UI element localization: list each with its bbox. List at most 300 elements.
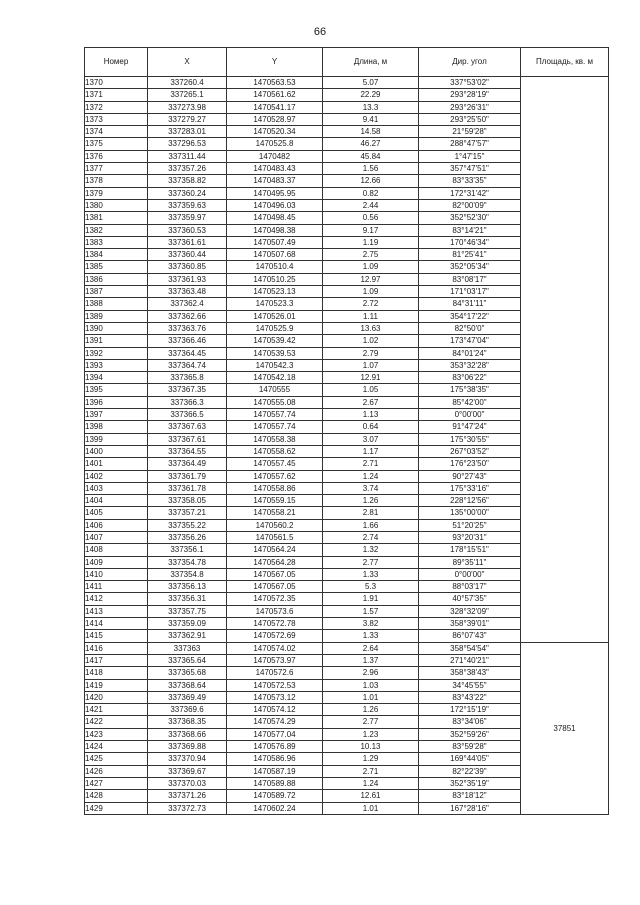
x-coordinate: 337365.64 xyxy=(148,654,227,666)
length: 0.64 xyxy=(323,421,419,433)
y-coordinate: 1470563.53 xyxy=(227,77,323,89)
x-coordinate: 337365.68 xyxy=(148,667,227,679)
point-number: 1404 xyxy=(85,495,148,507)
x-coordinate: 337356.31 xyxy=(148,593,227,605)
y-coordinate: 1470589.88 xyxy=(227,777,323,789)
area-value: 37851 xyxy=(521,642,609,814)
y-coordinate: 1470539.42 xyxy=(227,335,323,347)
direction-angle: 358°39'01" xyxy=(419,618,521,630)
point-number: 1421 xyxy=(85,704,148,716)
point-number: 1384 xyxy=(85,249,148,261)
x-coordinate: 337370.03 xyxy=(148,777,227,789)
direction-angle: 93°20'31" xyxy=(419,531,521,543)
length: 14.58 xyxy=(323,126,419,138)
direction-angle: 293°28'19" xyxy=(419,89,521,101)
length: 2.71 xyxy=(323,765,419,777)
length: 0.56 xyxy=(323,212,419,224)
x-coordinate: 337354.8 xyxy=(148,568,227,580)
length: 10.13 xyxy=(323,741,419,753)
length: 1.09 xyxy=(323,261,419,273)
length: 1.56 xyxy=(323,163,419,175)
length: 45.84 xyxy=(323,150,419,162)
length: 3.82 xyxy=(323,618,419,630)
direction-angle: 358°38'43" xyxy=(419,667,521,679)
direction-angle: 83°34'06" xyxy=(419,716,521,728)
direction-angle: 171°03'17" xyxy=(419,286,521,298)
point-number: 1406 xyxy=(85,519,148,531)
direction-angle: 352°05'34" xyxy=(419,261,521,273)
direction-angle: 51°20'25" xyxy=(419,519,521,531)
x-coordinate: 337367.63 xyxy=(148,421,227,433)
direction-angle: 82°00'09" xyxy=(419,199,521,211)
point-number: 1415 xyxy=(85,630,148,642)
direction-angle: 172°15'19" xyxy=(419,704,521,716)
point-number: 1387 xyxy=(85,286,148,298)
point-number: 1373 xyxy=(85,113,148,125)
x-coordinate: 337363.48 xyxy=(148,286,227,298)
length: 2.71 xyxy=(323,458,419,470)
x-coordinate: 337357.21 xyxy=(148,507,227,519)
x-coordinate: 337362.91 xyxy=(148,630,227,642)
y-coordinate: 1470602.24 xyxy=(227,802,323,814)
direction-angle: 85°42'00" xyxy=(419,396,521,408)
x-coordinate: 337358.82 xyxy=(148,175,227,187)
length: 2.67 xyxy=(323,396,419,408)
direction-angle: 172°31'42" xyxy=(419,187,521,199)
point-number: 1372 xyxy=(85,101,148,113)
point-number: 1410 xyxy=(85,568,148,580)
x-coordinate: 337354.78 xyxy=(148,556,227,568)
x-coordinate: 337363 xyxy=(148,642,227,654)
length: 46.27 xyxy=(323,138,419,150)
length: 3.07 xyxy=(323,433,419,445)
direction-angle: 0°00'00" xyxy=(419,568,521,580)
length: 13.63 xyxy=(323,322,419,334)
point-number: 1411 xyxy=(85,581,148,593)
y-coordinate: 1470528.97 xyxy=(227,113,323,125)
x-coordinate: 337371.26 xyxy=(148,790,227,802)
direction-angle: 293°25'50" xyxy=(419,113,521,125)
x-coordinate: 337362.4 xyxy=(148,298,227,310)
y-coordinate: 1470557.62 xyxy=(227,470,323,482)
length: 12.97 xyxy=(323,273,419,285)
length: 1.29 xyxy=(323,753,419,765)
x-coordinate: 337367.61 xyxy=(148,433,227,445)
point-number: 1374 xyxy=(85,126,148,138)
direction-angle: 328°32'09" xyxy=(419,605,521,617)
length: 2.74 xyxy=(323,531,419,543)
direction-angle: 173°47'04" xyxy=(419,335,521,347)
point-number: 1383 xyxy=(85,236,148,248)
point-number: 1395 xyxy=(85,384,148,396)
x-coordinate: 337361.93 xyxy=(148,273,227,285)
point-number: 1393 xyxy=(85,359,148,371)
length: 2.44 xyxy=(323,199,419,211)
length: 1.24 xyxy=(323,470,419,482)
x-coordinate: 337359.09 xyxy=(148,618,227,630)
direction-angle: 88°03'17" xyxy=(419,581,521,593)
x-coordinate: 337356.26 xyxy=(148,531,227,543)
x-coordinate: 337372.73 xyxy=(148,802,227,814)
y-coordinate: 1470496.03 xyxy=(227,199,323,211)
point-number: 1376 xyxy=(85,150,148,162)
point-number: 1394 xyxy=(85,372,148,384)
y-coordinate: 1470523.13 xyxy=(227,286,323,298)
length: 1.01 xyxy=(323,802,419,814)
y-coordinate: 1470572.35 xyxy=(227,593,323,605)
x-coordinate: 337360.53 xyxy=(148,224,227,236)
page-number: 66 xyxy=(313,26,327,38)
x-coordinate: 337360.44 xyxy=(148,249,227,261)
y-coordinate: 1470564.24 xyxy=(227,544,323,556)
x-coordinate: 337311.44 xyxy=(148,150,227,162)
point-number: 1378 xyxy=(85,175,148,187)
y-coordinate: 1470574.29 xyxy=(227,716,323,728)
direction-angle: 84°01'24" xyxy=(419,347,521,359)
point-number: 1385 xyxy=(85,261,148,273)
point-number: 1418 xyxy=(85,667,148,679)
point-number: 1390 xyxy=(85,322,148,334)
x-coordinate: 337365.8 xyxy=(148,372,227,384)
x-coordinate: 337357.75 xyxy=(148,605,227,617)
direction-angle: 91°47'24" xyxy=(419,421,521,433)
direction-angle: 337°53'02" xyxy=(419,77,521,89)
header-row xyxy=(85,48,609,77)
point-number: 1401 xyxy=(85,458,148,470)
direction-angle: 83°43'22" xyxy=(419,691,521,703)
point-number: 1382 xyxy=(85,224,148,236)
x-coordinate: 337369.88 xyxy=(148,741,227,753)
header-length: Длина, м xyxy=(323,48,419,77)
length: 1.32 xyxy=(323,544,419,556)
point-number: 1392 xyxy=(85,347,148,359)
point-number: 1400 xyxy=(85,445,148,457)
length: 1.66 xyxy=(323,519,419,531)
length: 12.66 xyxy=(323,175,419,187)
x-coordinate: 337273.98 xyxy=(148,101,227,113)
y-coordinate: 1470572.53 xyxy=(227,679,323,691)
length: 1.24 xyxy=(323,777,419,789)
direction-angle: 175°38'35" xyxy=(419,384,521,396)
point-number: 1425 xyxy=(85,753,148,765)
point-number: 1419 xyxy=(85,679,148,691)
area-cell-empty xyxy=(521,77,609,643)
length: 1.19 xyxy=(323,236,419,248)
y-coordinate: 1470526.01 xyxy=(227,310,323,322)
point-number: 1397 xyxy=(85,409,148,421)
length: 9.17 xyxy=(323,224,419,236)
y-coordinate: 1470523.3 xyxy=(227,298,323,310)
x-coordinate: 337362.66 xyxy=(148,310,227,322)
x-coordinate: 337364.49 xyxy=(148,458,227,470)
y-coordinate: 1470482 xyxy=(227,150,323,162)
table-row xyxy=(85,642,609,654)
direction-angle: 83°14'21" xyxy=(419,224,521,236)
direction-angle: 83°59'28" xyxy=(419,741,521,753)
x-coordinate: 337356.13 xyxy=(148,581,227,593)
direction-angle: 81°25'41" xyxy=(419,249,521,261)
direction-angle: 267°03'52" xyxy=(419,445,521,457)
x-coordinate: 337283.01 xyxy=(148,126,227,138)
direction-angle: 86°07'43" xyxy=(419,630,521,642)
length: 1.33 xyxy=(323,568,419,580)
y-coordinate: 1470560.2 xyxy=(227,519,323,531)
point-number: 1417 xyxy=(85,654,148,666)
header-area: Площадь, кв. м xyxy=(521,48,609,77)
direction-angle: 89°35'11" xyxy=(419,556,521,568)
length: 1.33 xyxy=(323,630,419,642)
x-coordinate: 337366.3 xyxy=(148,396,227,408)
point-number: 1379 xyxy=(85,187,148,199)
length: 2.77 xyxy=(323,556,419,568)
length: 1.26 xyxy=(323,704,419,716)
y-coordinate: 1470555.08 xyxy=(227,396,323,408)
y-coordinate: 1470525.8 xyxy=(227,138,323,150)
direction-angle: 83°08'17" xyxy=(419,273,521,285)
direction-angle: 354°17'22" xyxy=(419,310,521,322)
x-coordinate: 337368.35 xyxy=(148,716,227,728)
point-number: 1375 xyxy=(85,138,148,150)
direction-angle: 169°44'05" xyxy=(419,753,521,765)
point-number: 1389 xyxy=(85,310,148,322)
length: 1.17 xyxy=(323,445,419,457)
point-number: 1405 xyxy=(85,507,148,519)
length: 1.07 xyxy=(323,359,419,371)
direction-angle: 175°33'16" xyxy=(419,482,521,494)
point-number: 1408 xyxy=(85,544,148,556)
direction-angle: 271°40'21" xyxy=(419,654,521,666)
length: 2.72 xyxy=(323,298,419,310)
point-number: 1429 xyxy=(85,802,148,814)
length: 2.77 xyxy=(323,716,419,728)
length: 3.74 xyxy=(323,482,419,494)
x-coordinate: 337357.26 xyxy=(148,163,227,175)
y-coordinate: 1470573.97 xyxy=(227,654,323,666)
x-coordinate: 337265.1 xyxy=(148,89,227,101)
point-number: 1380 xyxy=(85,199,148,211)
x-coordinate: 337361.78 xyxy=(148,482,227,494)
y-coordinate: 1470561.5 xyxy=(227,531,323,543)
x-coordinate: 337364.74 xyxy=(148,359,227,371)
direction-angle: 352°52'30" xyxy=(419,212,521,224)
point-number: 1412 xyxy=(85,593,148,605)
direction-angle: 293°26'31" xyxy=(419,101,521,113)
direction-angle: 135°00'00" xyxy=(419,507,521,519)
point-number: 1426 xyxy=(85,765,148,777)
length: 2.75 xyxy=(323,249,419,261)
point-number: 1423 xyxy=(85,728,148,740)
direction-angle: 176°23'50" xyxy=(419,458,521,470)
y-coordinate: 1470572.78 xyxy=(227,618,323,630)
point-number: 1398 xyxy=(85,421,148,433)
direction-angle: 82°22'39" xyxy=(419,765,521,777)
length: 2.96 xyxy=(323,667,419,679)
length: 1.91 xyxy=(323,593,419,605)
point-number: 1396 xyxy=(85,396,148,408)
x-coordinate: 337279.27 xyxy=(148,113,227,125)
y-coordinate: 1470539.53 xyxy=(227,347,323,359)
x-coordinate: 337368.64 xyxy=(148,679,227,691)
point-number: 1381 xyxy=(85,212,148,224)
x-coordinate: 337366.46 xyxy=(148,335,227,347)
length: 5.3 xyxy=(323,581,419,593)
point-number: 1413 xyxy=(85,605,148,617)
length: 1.23 xyxy=(323,728,419,740)
y-coordinate: 1470483.37 xyxy=(227,175,323,187)
x-coordinate: 337355.22 xyxy=(148,519,227,531)
point-number: 1399 xyxy=(85,433,148,445)
y-coordinate: 1470572.6 xyxy=(227,667,323,679)
direction-angle: 90°27'43" xyxy=(419,470,521,482)
y-coordinate: 1470557.74 xyxy=(227,409,323,421)
point-number: 1427 xyxy=(85,777,148,789)
point-number: 1391 xyxy=(85,335,148,347)
header-number: Номер xyxy=(85,48,148,77)
length: 1.03 xyxy=(323,679,419,691)
length: 0.82 xyxy=(323,187,419,199)
point-number: 1370 xyxy=(85,77,148,89)
y-coordinate: 1470574.12 xyxy=(227,704,323,716)
y-coordinate: 1470567.05 xyxy=(227,568,323,580)
x-coordinate: 337361.61 xyxy=(148,236,227,248)
y-coordinate: 1470498.38 xyxy=(227,224,323,236)
length: 1.11 xyxy=(323,310,419,322)
length: 22.29 xyxy=(323,89,419,101)
y-coordinate: 1470557.45 xyxy=(227,458,323,470)
length: 1.26 xyxy=(323,495,419,507)
length: 1.05 xyxy=(323,384,419,396)
x-coordinate: 337360.24 xyxy=(148,187,227,199)
y-coordinate: 1470576.89 xyxy=(227,741,323,753)
x-coordinate: 337363.76 xyxy=(148,322,227,334)
y-coordinate: 1470507.68 xyxy=(227,249,323,261)
x-coordinate: 337366.5 xyxy=(148,409,227,421)
direction-angle: 83°33'35" xyxy=(419,175,521,187)
y-coordinate: 1470589.72 xyxy=(227,790,323,802)
table-row xyxy=(85,77,609,89)
x-coordinate: 337369.67 xyxy=(148,765,227,777)
direction-angle: 357°47'51" xyxy=(419,163,521,175)
y-coordinate: 1470558.21 xyxy=(227,507,323,519)
length: 1.09 xyxy=(323,286,419,298)
length: 13.3 xyxy=(323,101,419,113)
x-coordinate: 337367.35 xyxy=(148,384,227,396)
x-coordinate: 337359.63 xyxy=(148,199,227,211)
y-coordinate: 1470577.04 xyxy=(227,728,323,740)
length: 1.02 xyxy=(323,335,419,347)
x-coordinate: 337364.45 xyxy=(148,347,227,359)
direction-angle: 0°00'00" xyxy=(419,409,521,421)
x-coordinate: 337260.4 xyxy=(148,77,227,89)
y-coordinate: 1470558.86 xyxy=(227,482,323,494)
point-number: 1386 xyxy=(85,273,148,285)
y-coordinate: 1470542.18 xyxy=(227,372,323,384)
y-coordinate: 1470559.15 xyxy=(227,495,323,507)
point-number: 1407 xyxy=(85,531,148,543)
direction-angle: 82°50'0" xyxy=(419,322,521,334)
y-coordinate: 1470541.17 xyxy=(227,101,323,113)
direction-angle: 167°28'16" xyxy=(419,802,521,814)
x-coordinate: 337369.49 xyxy=(148,691,227,703)
x-coordinate: 337360.85 xyxy=(148,261,227,273)
direction-angle: 353°32'28" xyxy=(419,359,521,371)
x-coordinate: 337361.79 xyxy=(148,470,227,482)
y-coordinate: 1470483.43 xyxy=(227,163,323,175)
point-number: 1371 xyxy=(85,89,148,101)
point-number: 1409 xyxy=(85,556,148,568)
direction-angle: 21°59'28" xyxy=(419,126,521,138)
length: 12.61 xyxy=(323,790,419,802)
header-direction-angle: Дир. угол xyxy=(419,48,521,77)
direction-angle: 358°54'54" xyxy=(419,642,521,654)
length: 2.81 xyxy=(323,507,419,519)
y-coordinate: 1470520.34 xyxy=(227,126,323,138)
direction-angle: 1°47'15" xyxy=(419,150,521,162)
direction-angle: 83°06'22" xyxy=(419,372,521,384)
x-coordinate: 337369.6 xyxy=(148,704,227,716)
point-number: 1428 xyxy=(85,790,148,802)
y-coordinate: 1470557.74 xyxy=(227,421,323,433)
length: 1.37 xyxy=(323,654,419,666)
point-number: 1414 xyxy=(85,618,148,630)
y-coordinate: 1470507.49 xyxy=(227,236,323,248)
y-coordinate: 1470558.62 xyxy=(227,445,323,457)
direction-angle: 84°31'11" xyxy=(419,298,521,310)
direction-angle: 40°57'35" xyxy=(419,593,521,605)
point-number: 1403 xyxy=(85,482,148,494)
direction-angle: 288°47'57" xyxy=(419,138,521,150)
y-coordinate: 1470573.12 xyxy=(227,691,323,703)
direction-angle: 170°46'34" xyxy=(419,236,521,248)
x-coordinate: 337358.05 xyxy=(148,495,227,507)
x-coordinate: 337364.55 xyxy=(148,445,227,457)
x-coordinate: 337370.94 xyxy=(148,753,227,765)
y-coordinate: 1470525.9 xyxy=(227,322,323,334)
y-coordinate: 1470498.45 xyxy=(227,212,323,224)
direction-angle: 352°35'19" xyxy=(419,777,521,789)
y-coordinate: 1470561.62 xyxy=(227,89,323,101)
length: 5.07 xyxy=(323,77,419,89)
y-coordinate: 1470573.6 xyxy=(227,605,323,617)
table-body xyxy=(85,77,609,815)
direction-angle: 228°12'56" xyxy=(419,495,521,507)
y-coordinate: 1470558.38 xyxy=(227,433,323,445)
y-coordinate: 1470564.28 xyxy=(227,556,323,568)
direction-angle: 34°45'55" xyxy=(419,679,521,691)
point-number: 1388 xyxy=(85,298,148,310)
length: 2.79 xyxy=(323,347,419,359)
length: 1.57 xyxy=(323,605,419,617)
x-coordinate: 337356.1 xyxy=(148,544,227,556)
y-coordinate: 1470567.05 xyxy=(227,581,323,593)
y-coordinate: 1470586.96 xyxy=(227,753,323,765)
length: 1.13 xyxy=(323,409,419,421)
x-coordinate: 337359.97 xyxy=(148,212,227,224)
header-x: X xyxy=(148,48,227,77)
direction-angle: 178°15'51" xyxy=(419,544,521,556)
x-coordinate: 337368.66 xyxy=(148,728,227,740)
y-coordinate: 1470542.3 xyxy=(227,359,323,371)
y-coordinate: 1470495.95 xyxy=(227,187,323,199)
y-coordinate: 1470555 xyxy=(227,384,323,396)
point-number: 1422 xyxy=(85,716,148,728)
point-number: 1424 xyxy=(85,741,148,753)
y-coordinate: 1470587.19 xyxy=(227,765,323,777)
point-number: 1402 xyxy=(85,470,148,482)
length: 12.91 xyxy=(323,372,419,384)
length: 1.01 xyxy=(323,691,419,703)
y-coordinate: 1470510.4 xyxy=(227,261,323,273)
